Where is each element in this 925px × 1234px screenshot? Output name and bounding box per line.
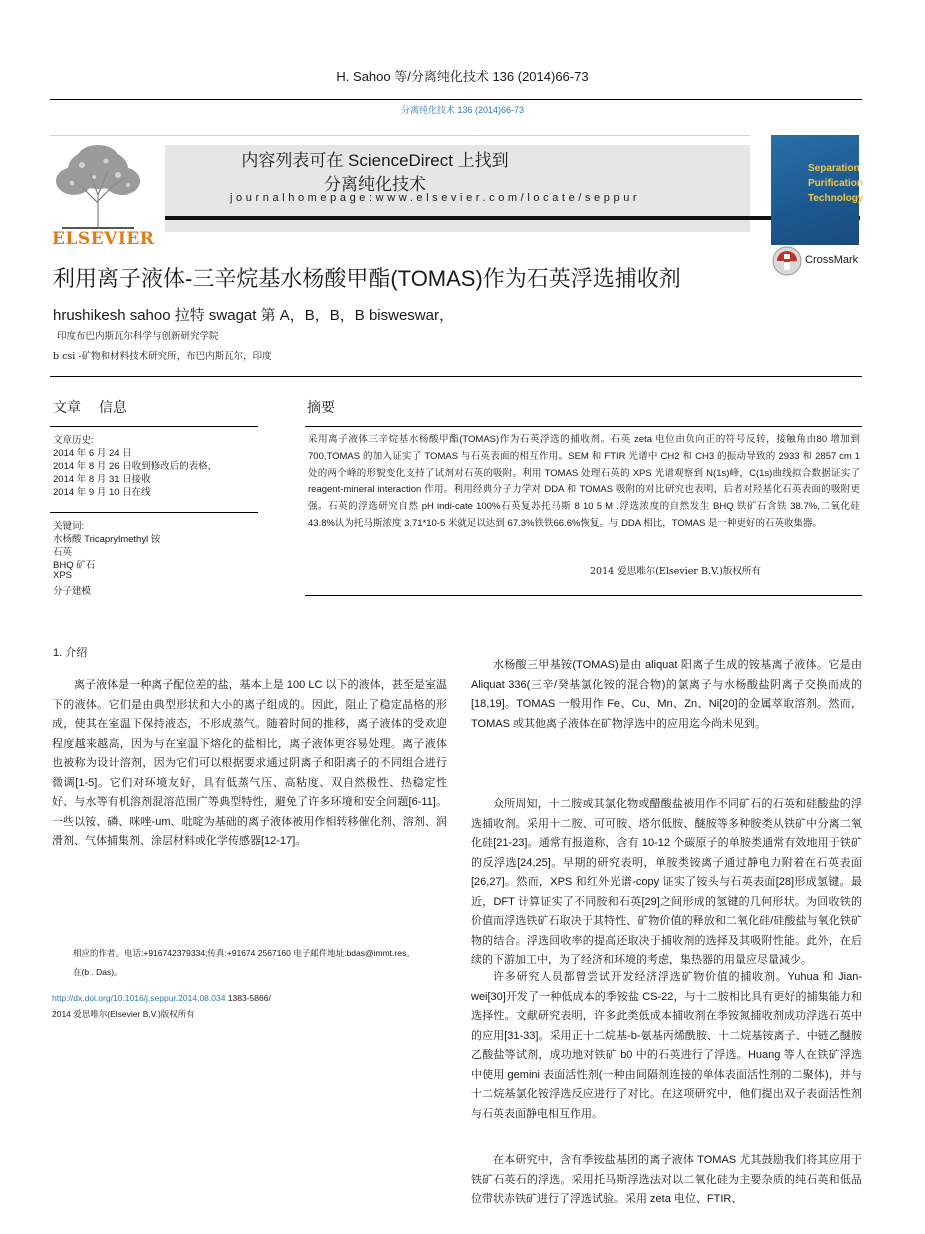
crossmark-icon bbox=[771, 245, 803, 277]
history-title: 文章历史: bbox=[53, 435, 94, 446]
abstract-text: 采用离子液体三辛烷基水杨酸甲酯(TOMAS)作为石英浮选的捕收剂。石英 zeta 电位由负向正的符号反转，接触角由80 增加到 700,TOMAS 的加入证实了 TOMAS 与石英表面的相互作用。SEM 和 FTIR 光谱中 CH2 和 CH3 的振动导致的 2933 和 2857 cm 1 处的两个峰的形貌变化支持了试剂对石英的吸附。利用 TOMAS 处理石英的 XPS 光谱观察到 N(1s)峰，C(1s)曲线拟合数据证实了 reagent-mineral interaction 作用。利用经典分子力学对 DDA 和 TOMAS 吸附的对比研究也表明，后者对羟基化石英表面的吸附更强。石英的浮选研究自然 pH indi-cate 100%石英复苏托马斯 8 10 5 M .浮选浓度的自然发生 BHQ 铁矿石含铁 38.7%,二氧化硅 43.8%认为托马斯浓度 3.71*10-5 米就足以达到 67.3%铁铁66.6%恢复。与 DDA 相比，TOMAS 是一种更好的石英收集器。 bbox=[308, 434, 860, 529]
crossmark-label: CrossMark bbox=[805, 254, 859, 266]
article-info-heading: 文章 信息 bbox=[53, 399, 127, 415]
elsevier-tree-logo-icon bbox=[52, 143, 144, 231]
author-list: hrushikesh sahoo 拉特 swagat 第 A，B，B，B bisweswar， bbox=[53, 307, 454, 324]
thin-rule bbox=[50, 135, 750, 136]
history-item: 2014 年 6 月 24 日 bbox=[53, 448, 132, 459]
article-info-rule bbox=[50, 426, 258, 427]
history-item: 2014 年 8 月 31 日接收 bbox=[53, 474, 151, 485]
journal-name: 分离纯化技术 bbox=[324, 175, 426, 194]
journal-cover-image[interactable] bbox=[771, 135, 859, 245]
body-paragraph: 在本研究中，含有季铵盐基团的离子液体 TOMAS 尤其鼓励我们将其应用于铁矿石英石的浮选。采用托马斯浮选法对以二氧化硅为主要杂质的纯石英和低品位带状赤铁矿进行了浮选试验。采用 zeta 电位、FTIR、 bbox=[471, 1154, 862, 1205]
abstract-bottom-rule bbox=[305, 595, 862, 596]
keyword-item: BHQ 矿石 bbox=[53, 560, 96, 571]
doi-link[interactable]: http://dx.doi.org/10.1016/j.seppur.2014.08.034 bbox=[52, 993, 226, 1003]
body-paragraph: 离子液体是一种离子配位差的盐，基本上是 100 LC 以下的液体，甚至是室温下的液体。它们是由典型形状和大小的离子组成的。因此，阻止了稳定晶格的形成，使其在室温下保持液态，不形成蒸气。随着时间的推移，离子液体的受欢迎程度越来越高，因为与在室温下熔化的盐相比，离子液体更容易处理。离子液体也被称为设计溶剂，因为它们可以根据要求通过阴离子和阳离子的不同组合进行微调[1-5]。它们对环境友好，具有低蒸气压、高粘度、双自然极性、热稳定性好、与水等有机溶剂混溶范围广等典型特性，避免了许多环境和安全问题[6-11]。一些以铵、磷、咪唑-um、吡啶为基础的离子液体被用作相转移催化剂、溶剂、润滑剂、气体捕集剂、涂层材料或化学传感器[12-17]。 bbox=[52, 679, 447, 847]
crossmark-badge[interactable] bbox=[771, 245, 891, 277]
elsevier-wordmark[interactable]: ELSEVIER bbox=[52, 229, 155, 249]
keyword-item: 石英 bbox=[53, 547, 73, 558]
keyword-item: 分子建模 bbox=[53, 586, 92, 597]
header-rule bbox=[50, 99, 862, 100]
body-paragraph: 许多研究人员都曾尝试开发经济浮选矿物价值的捕收剂。Yuhua 和 Jian-wei[30]开发了一种低成本的季铵盐 CS-22，与十二胺相比具有更好的捕集能力和选择性。文献研究表明，许多此类低成本捕收剂在季铵氮捕收剂成功浮选石英中的应用[31-33]。采用正十二烷基-b-氨基丙烯酰胺、十二烷基铵离子、中链乙醚胺乙酸盐等试剂，成功地对铁矿 b0 中的石英进行了浮选。Huang 等人在铁矿浮选中使用 gemini 表面活性剂(一种由间隔剂连接的单体表面活性剂的二聚体)，并与十二烷基氯化铵浮选反应进行了对比。在这项研究中，他们提出双子表面活性剂与石英表面静电相互作用。 bbox=[471, 971, 862, 1120]
history-item: 2014 年 9 月 10 日在线 bbox=[53, 487, 151, 498]
cover-title-line: Technology bbox=[808, 193, 864, 204]
cover-title-line: Separation bbox=[808, 163, 860, 174]
keywords-rule bbox=[50, 512, 258, 513]
journal-homepage-link[interactable]: journalhomepage:www.elsevier.com/locate/seppur bbox=[230, 192, 641, 204]
affiliation-rule bbox=[50, 376, 862, 377]
contents-availability-text: 内容列表可在 ScienceDirect 上找到 bbox=[241, 151, 509, 170]
banner-thick-rule bbox=[165, 216, 860, 220]
body-paragraph: 水杨酸三甲基铵(TOMAS)是由 aliquat 阳离子生成的铵基离子液体。它是由 Aliquat 336(三辛/癸基氯化铵的混合物)的氯离子与水杨酸盐阴离子交换而成的[18,19]。TOMAS 一般用作 Fe、Cu、Mn、Zn、Ni[20]的金属萃取溶剂。然而，TOMAS 或其他离子液体在矿物浮选中的应用迄今尚未见到。 bbox=[471, 659, 862, 730]
affiliation-a: 印度布巴内斯瓦尔科学与创新研究学院 bbox=[57, 331, 219, 342]
keyword-item: 水杨酸 Tricaprylmethyl 铵 bbox=[53, 534, 161, 545]
footer-copyright: 2014 爱思唯尔(Elsevier B.V.)版权所有 bbox=[52, 1009, 195, 1019]
history-item: 2014 年 8 月 26 日收到修改后的表格， bbox=[53, 461, 218, 472]
running-head: H. Sahoo 等/分离纯化技术 136 (2014)66-73 bbox=[336, 69, 589, 84]
section-title: 1. 介绍 bbox=[53, 647, 88, 659]
doi-line bbox=[52, 993, 271, 1003]
cover-title-line: Purification bbox=[808, 178, 864, 189]
keyword-item: XPS bbox=[53, 570, 73, 581]
corresponding-author-note: 相应的作者。电话:+916742379334;传真:+91674 2567160 电子邮件地址:bdas@immt.res。在(b . Das)。 bbox=[73, 948, 415, 977]
issn-text: 1383-5866/ bbox=[225, 993, 271, 1003]
abstract-copyright: 2014 爱思唯尔(Elsevier B.V.)版权所有 bbox=[590, 566, 761, 577]
article-title: 利用离子液体-三辛烷基水杨酸甲酯(TOMAS)作为石英浮选捕收剂 bbox=[53, 266, 681, 291]
keywords-title: 关键词: bbox=[53, 521, 85, 532]
journal-reference-link[interactable]: 分离纯化技术 136 (2014)66-73 bbox=[400, 105, 525, 115]
abstract-heading: 摘要 bbox=[307, 399, 335, 415]
abstract-rule bbox=[305, 426, 862, 427]
affiliation-b: b csi -矿物和材料技术研究所，布巴内斯瓦尔，印度 bbox=[53, 351, 272, 362]
body-paragraph: 众所周知，十二胺或其氯化物或醋酸盐被用作不同矿石的石英和硅酸盐的浮选捕收剂。采用十二胺、可可胺、塔尔低胺、醚胺等多种胺类从铁矿中分离二氧化硅[21-23]。通常有报道称，含有 10-12 个碳原子的单胺类通常有效地用于铁矿的反浮选[24,25]。早期的研究表明，单胺类铵离子通过静电力附着在石英表面[26,27]。然而，XPS 和红外光谱-copy 证实了铵头与石英表面[28]形成氢键。最近，DFT 计算证实了不同胺和石英[29]之间形成的氢键的几何形状。为回收铁的价值而浮选铁矿石取决于其特性、矿物价值的释放和二氧化硅/硅酸盐与氧化铁矿物的结合。浮选回收率的提高还取决于捕收剂的选择及其吸附性能。此外，在后续的下游加工中，为了经济和环境的考虑，集热器的用量应尽量减少。 bbox=[471, 798, 862, 966]
